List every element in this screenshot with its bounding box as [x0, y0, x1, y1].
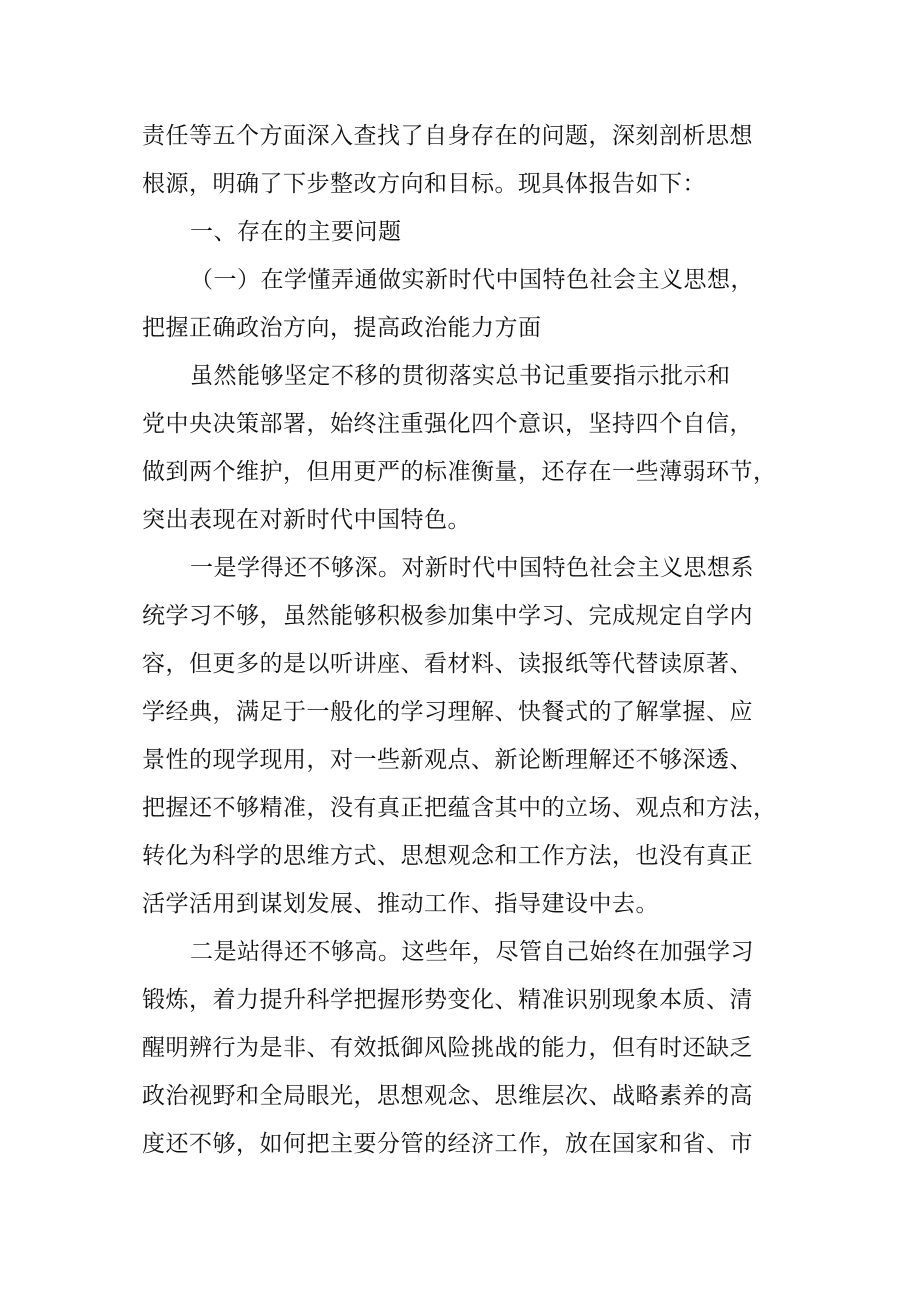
subsection-heading: （一）在学懂弄通做实新时代中国特色社会主义思想，: [190, 267, 754, 293]
section-heading: 一、存在的主要问题: [190, 219, 402, 245]
text-line: 锻炼，着力提升科学把握形势变化、精准识别现象本质、清: [142, 987, 753, 1013]
text-line: 学经典，满足于一般化的学习理解、快餐式的了解掌握、应: [142, 699, 753, 725]
subsection-heading: 把握正确政治方向，提高政治能力方面: [142, 315, 542, 341]
text-line: 根源，明确了下步整改方向和目标。现具体报告如下：: [142, 171, 706, 197]
text-line: 度还不够，如何把主要分管的经济工作，放在国家和省、市: [142, 1131, 753, 1157]
text-line: 二是站得还不够高。这些年，尽管自己始终在加强学习: [190, 939, 754, 965]
text-line: 政治视野和全局眼光，思想观念、思维层次、战略素养的高: [142, 1083, 753, 1109]
text-line: 景性的现学现用，对一些新观点、新论断理解还不够深透、: [142, 747, 753, 773]
text-line: 醒明辨行为是非、有效抵御风险挑战的能力，但有时还缺乏: [142, 1035, 753, 1061]
text-line: 党中央决策部署，始终注重强化四个意识，坚持四个自信，: [142, 411, 753, 437]
text-line: 转化为科学的思维方式、思想观念和工作方法，也没有真正: [142, 843, 753, 869]
text-line: 突出表现在对新时代中国特色。: [142, 507, 471, 533]
text-line: 把握还不够精准，没有真正把蕴含其中的立场、观点和方法，: [142, 795, 777, 821]
text-line: 责任等五个方面深入查找了自身存在的问题，深刻剖析思想: [142, 123, 753, 149]
text-line: 一是学得还不够深。对新时代中国特色社会主义思想系: [190, 555, 754, 581]
text-line: 做到两个维护，但用更严的标准衡量，还存在一些薄弱环节，: [142, 459, 777, 485]
text-line: 活学活用到谋划发展、推动工作、指导建设中去。: [142, 891, 659, 917]
text-line: 统学习不够，虽然能够积极参加集中学习、完成规定自学内: [142, 603, 753, 629]
text-line: 虽然能够坚定不移的贯彻落实总书记重要指示批示和: [190, 363, 731, 389]
text-line: 容，但更多的是以听讲座、看材料、读报纸等代替读原著、: [142, 651, 753, 677]
